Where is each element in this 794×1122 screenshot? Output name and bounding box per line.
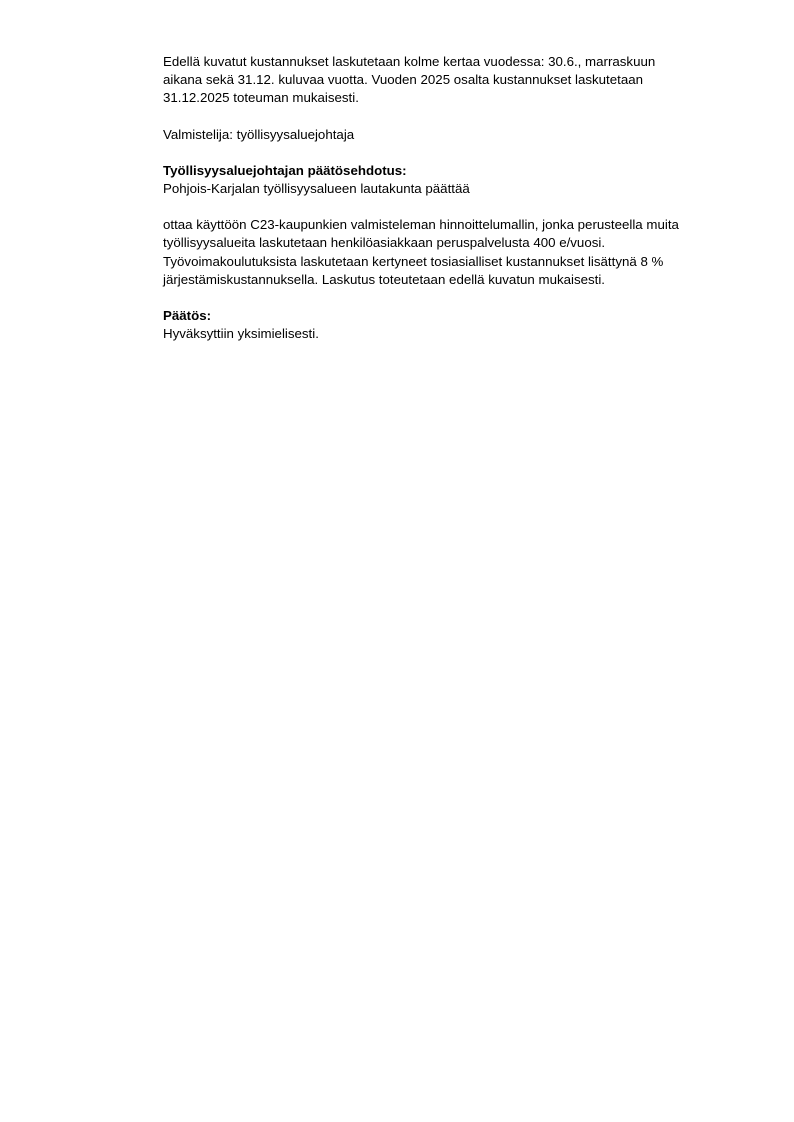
proposal-body-line-1: ottaa käyttöön C23-kaupunkien valmisteleman hinnoittelumallin, jonka perusteella muita <box>163 217 679 233</box>
document-page <box>163 53 735 343</box>
proposal-body-line-2: työllisyysalueita laskutetaan henkilöasiakkaan peruspalvelusta 400 e/vuosi. <box>163 235 606 251</box>
proposal-intro: Pohjois-Karjalan työllisyysalueen lautakunta päättää <box>163 181 470 197</box>
proposal-section <box>163 162 735 198</box>
proposal-body-line-3: Työvoimakoulutuksista laskutetaan kertyneet tosiasialliset kustannukset lisättynä 8 % <box>163 253 664 269</box>
billing-paragraph <box>163 53 735 108</box>
decision-section <box>163 307 735 343</box>
billing-line-2: aikana sekä 31.12. kuluvaa vuotta. Vuoden 2025 osalta kustannukset laskutetaan <box>163 72 644 88</box>
spacer <box>163 144 735 162</box>
preparer-line <box>163 126 735 144</box>
billing-line-1: Edellä kuvatut kustannukset laskutetaan kolme kertaa vuodessa: 30.6., marraskuun <box>163 54 656 69</box>
spacer <box>163 108 735 126</box>
proposal-heading: Työllisyysaluejohtajan päätösehdotus: <box>163 162 407 178</box>
billing-line-3: 31.12.2025 toteuman mukaisesti. <box>163 90 359 106</box>
spacer <box>163 289 735 307</box>
proposal-body <box>163 216 735 289</box>
decision-heading: Päätös: <box>163 308 212 324</box>
spacer <box>163 198 735 216</box>
decision-text: Hyväksyttiin yksimielisesti. <box>163 326 319 342</box>
preparer-text: Valmistelija: työllisyysaluejohtaja <box>163 126 355 142</box>
proposal-body-line-4: järjestämiskustannuksella. Laskutus toteutetaan edellä kuvatun mukaisesti. <box>163 271 605 287</box>
